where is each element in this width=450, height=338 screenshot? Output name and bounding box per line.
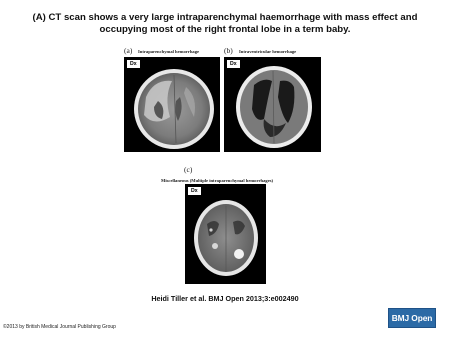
citation: Heidi Tiller et al. BMJ Open 2013;3:e002490 [151,294,299,303]
dx-marker: Dx [188,187,201,195]
panel-c-letter: (c) [184,165,193,174]
ct-scan-image-c [185,184,266,284]
panel-a-caption: Intraparenchymal hemorrhage [138,49,200,54]
figure-title: (A) CT scan shows a very large intraparenchymal haemorrhage with mass effect and occupying most of the right frontal lobe in a term baby. [32,12,418,35]
panel-c-caption: Miscellaneous (Multiple intraparenchymal hemorrhages) [161,178,274,183]
dx-marker: Dx [127,60,140,68]
panel-b-caption: Intraventricular hemorrhage [239,49,297,54]
panel-a-letter: (a) [124,46,133,55]
ct-scan-image-a [124,57,220,152]
panel-b-letter: (b) [224,46,233,55]
ct-scan-image-b [224,57,321,152]
dx-marker: Dx [227,60,240,68]
copyright-notice: ©2013 by British Medical Journal Publishing Group [3,324,116,330]
bmj-open-logo[interactable]: BMJ Open [388,308,436,328]
